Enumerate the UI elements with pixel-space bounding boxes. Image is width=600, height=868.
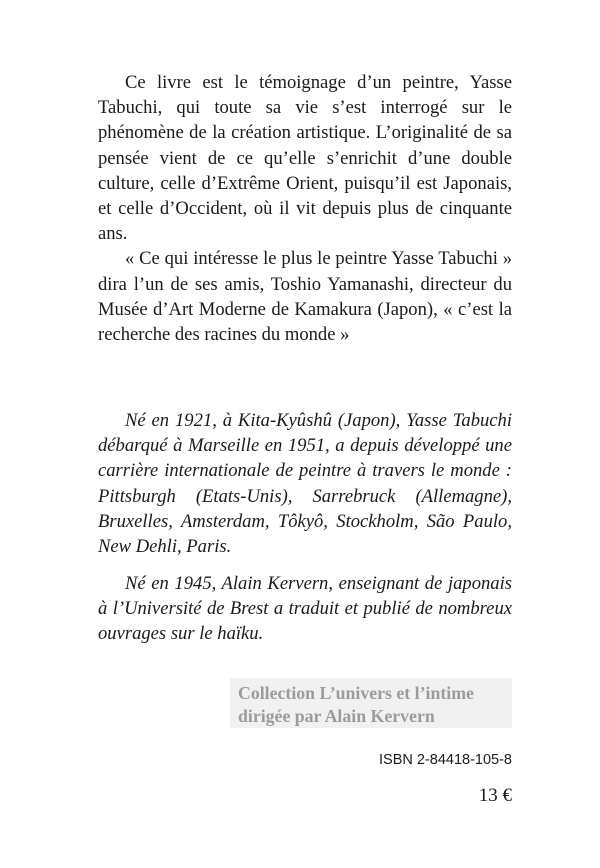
collection-box (230, 678, 512, 728)
painter-bio (98, 408, 512, 559)
price: 13 € (478, 785, 512, 806)
collection-editor: dirigée par Alain Kervern (238, 706, 435, 726)
translator-bio-text: Né en 1945, Alain Kervern, enseignant de japonais à l’Université de Brest a traduit et publié de nombreux ouvrages sur le haïku. (98, 573, 512, 645)
book-blurb (98, 70, 512, 347)
translator-bio (98, 571, 512, 647)
collection-title: Collection L’univers et l’intime (238, 683, 474, 703)
blurb-paragraph-2: « Ce qui intéresse le plus le peintre Yasse Tabuchi » dira l’un de ses amis, Toshio Yamanashi, directeur du Musée d’Art Moderne de Kamakura (Japon), « c’est la recherche des racines du monde » (98, 248, 512, 346)
painter-bio-text: Né en 1921, à Kita-Kyûshû (Japon), Yasse Tabuchi débarqué à Marseille en 1951, a depuis développé une carrière internationale de peintre à travers le monde : Pittsburgh (Etats-Unis), Sarrebruck (Allemagne), Bruxelles, Amsterdam, Tôkyô, Stockholm, São Paulo, New Dehli, Paris. (98, 410, 512, 558)
blurb-paragraph-1: Ce livre est le témoignage d’un peintre, Yasse Tabuchi, qui toute sa vie s’est interrogé sur le phénomène de la création artistique. L’originalité de sa pensée vient de ce qu’elle s’enrichit d’une double culture, celle d’Extrême Orient, puisqu’il est Japonais, et celle d’Occident, où il vit depuis plus de cinquante ans. (98, 72, 512, 245)
isbn: ISBN 2-84418-105-8 (379, 752, 512, 768)
